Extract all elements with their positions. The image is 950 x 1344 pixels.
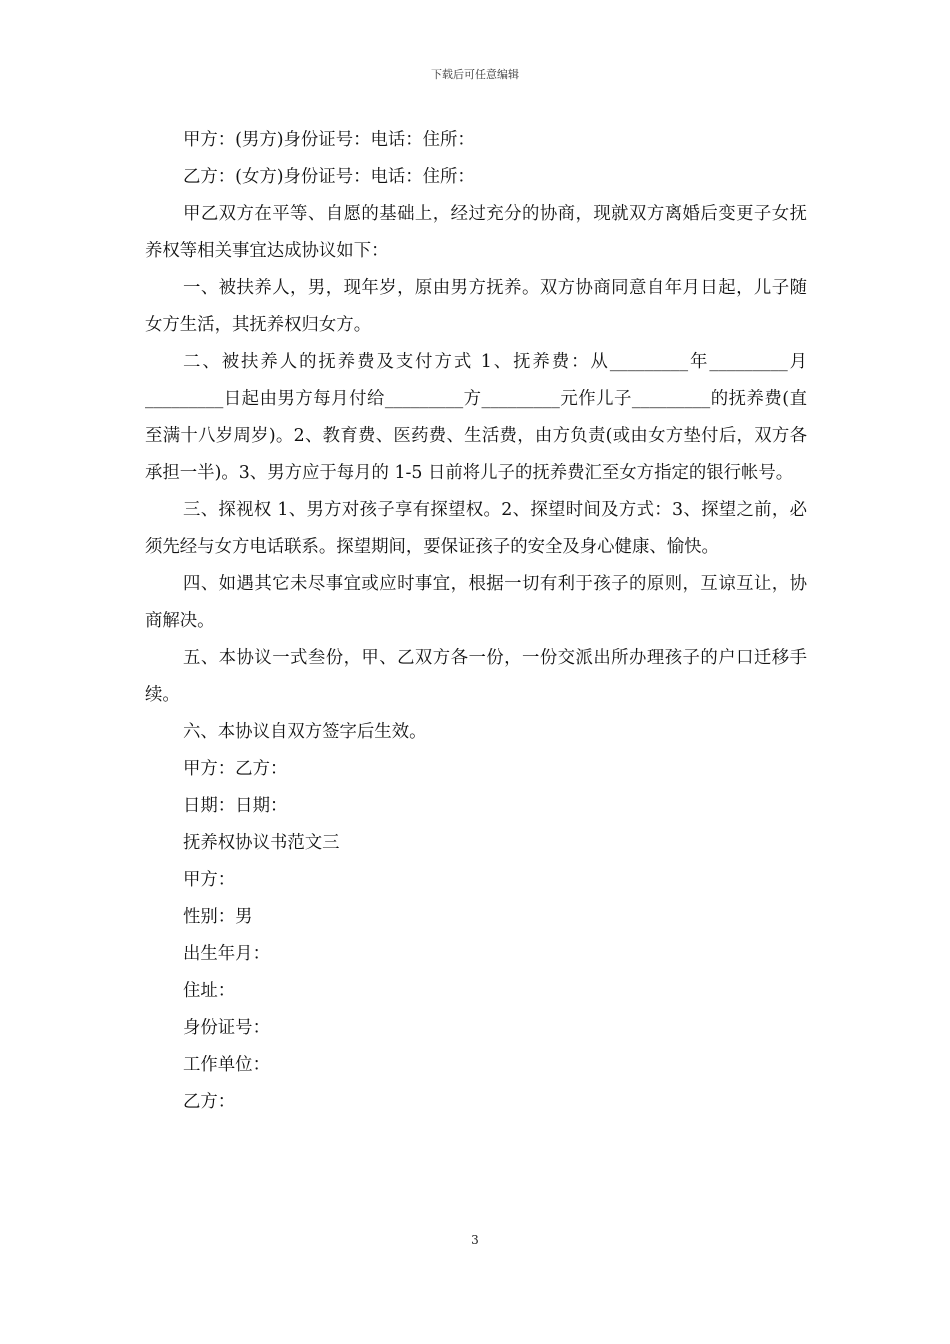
- preamble-paragraph: 甲乙双方在平等、自愿的基础上，经过充分的协商，现就双方离婚后变更子女抚养权等相关事宜达成协议如下：: [145, 204, 807, 261]
- address-field: 住址：: [183, 981, 236, 1001]
- clause-1-custody: 一、被扶养人，男，现年岁，原由男方抚养。双方协商同意自年月日起，儿子随女方生活，其抚养权归女方。: [145, 278, 807, 335]
- clause-4-other-matters: 四、如遇其它未尽事宜或应时事宜，根据一切有利于孩子的原则，互谅互让，协商解决。: [145, 574, 807, 631]
- workplace-field: 工作单位：: [183, 1055, 270, 1075]
- party-a-label: 甲方：: [183, 870, 236, 890]
- id-number-field: 身份证号：: [183, 1018, 270, 1038]
- clause-3-visitation: 三、探视权 1、男方对孩子享有探望权。2、探望时间及方式：3、探望之前，必须先经与女方电话联系。探望期间，要保证孩子的安全及身心健康、愉快。: [145, 500, 807, 557]
- party-a-info: 甲方：(男方)身份证号：电话：住所：: [183, 130, 475, 150]
- party-b-info: 乙方：(女方)身份证号：电话：住所：: [183, 167, 475, 187]
- page-header: 下载后可任意编辑: [431, 68, 519, 81]
- signature-line: 甲方：乙方：: [183, 759, 288, 779]
- party-b-label: 乙方：: [183, 1092, 236, 1112]
- clause-2-support-payment: 二、被扶养人的抚养费及支付方式 1、抚养费：从_________年_________月_________日起由男方每月付给_________方_________元作儿子_________的抚养费(直至满十八岁周岁)。2、教育费、医药费、生活费，由方负责(或由女方垫付后，双方各承担一半)。3、男方应于每月的 1-5 日前将儿子的抚养费汇至女方指定的银行帐号。: [145, 352, 807, 483]
- page-number: 3: [471, 1233, 479, 1247]
- birth-date-field: 出生年月：: [183, 944, 270, 964]
- gender-field: 性别：男: [183, 907, 253, 927]
- date-line: 日期：日期：: [183, 796, 288, 816]
- clause-5-copies: 五、本协议一式叁份，甲、乙双方各一份，一份交派出所办理孩子的户口迁移手续。: [145, 648, 807, 705]
- clause-6-effective: 六、本协议自双方签字后生效。: [183, 722, 427, 742]
- document-body: [145, 122, 807, 1121]
- section-title: 抚养权协议书范文三: [183, 833, 340, 853]
